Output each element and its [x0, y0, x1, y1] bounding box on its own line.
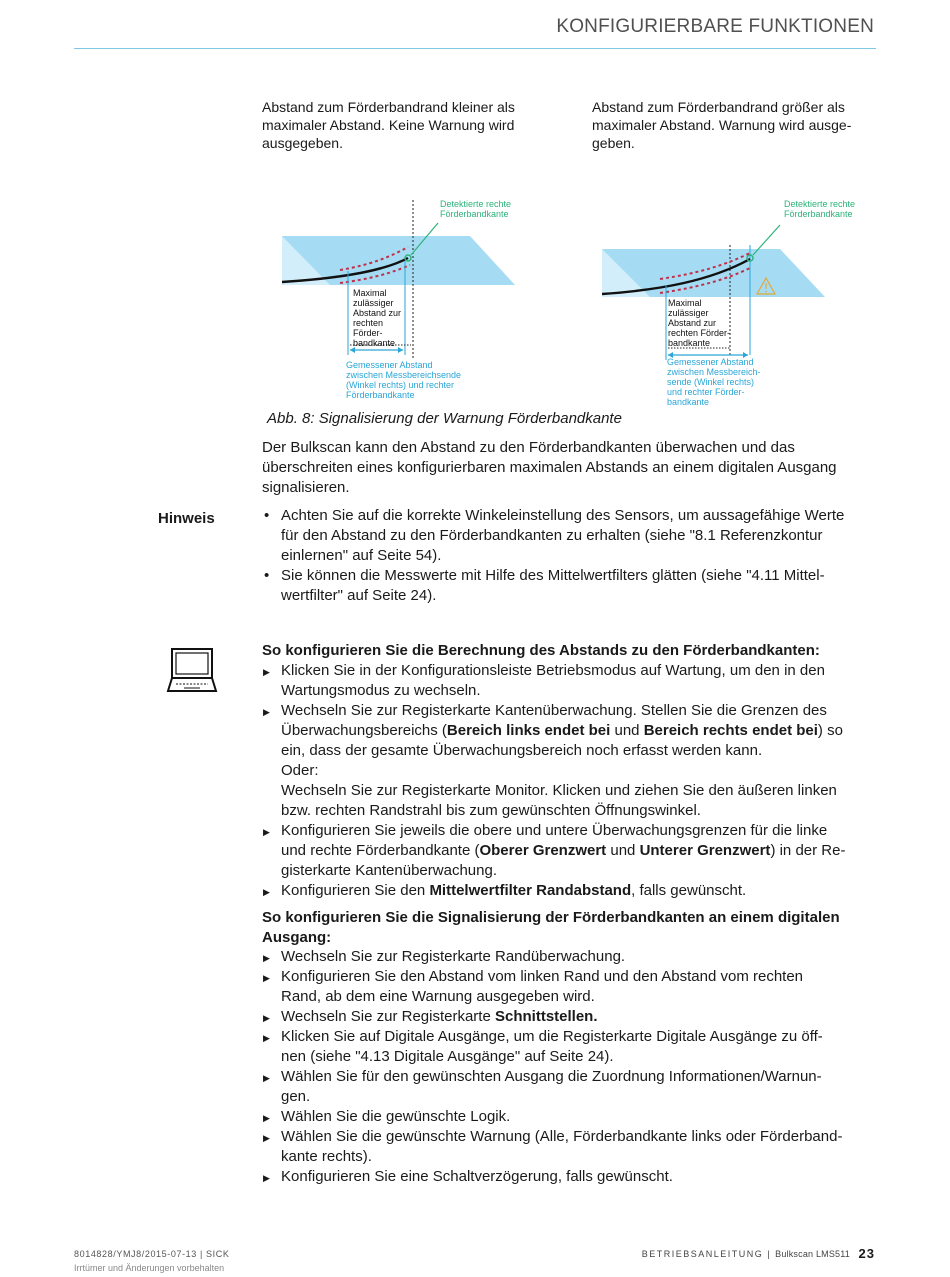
list-item: ▶ Wählen Sie für den gewünschten Ausgang die Zuordnung Informationen/Warnun- gen. [262, 1067, 882, 1107]
list-item: ▶ Klicken Sie in der Konfigurationsleiste Betriebsmodus auf Wartung, um den in den Wartungsmodus zu wechseln. [262, 661, 882, 701]
left-measured-distance-label: Gemessener Abstand zwischen Messbereichsende (Winkel rechts) und rechter Förderbandkante [346, 360, 462, 400]
header-divider [74, 48, 876, 49]
figure-right-description: Abstand zum Förderbandrand größer als maximaler Abstand. Warnung wird ausge- geben. [592, 99, 852, 151]
right-measured-distance-label: Gemessener Abstand zwischen Messbereich- sende (Winkel rechts) und rechter Förder- bandkante [667, 357, 761, 407]
footer-manual-title: BETRIEBSANLEITUNG | Bulkscan LMS511 [641, 1249, 850, 1259]
list-item: ▶ Wechseln Sie zur Registerkarte Schnittstellen. [262, 1007, 882, 1027]
list-item: ▶ Klicken Sie auf Digitale Ausgänge, um die Registerkarte Digitale Ausgänge zu öff- nen (siehe "4.13 Digitale Ausgänge" auf Seite 24). [262, 1027, 882, 1067]
section1-steps [262, 661, 882, 901]
list-item: • Sie können die Messwerte mit Hilfe des Mittelwertfilters glätten (siehe "4.11 Mittel- wertfilter" auf Seite 24). [262, 566, 882, 606]
section1-heading: So konfigurieren Sie die Berechnung des Abstands zu den Förderbandkanten: [262, 642, 820, 659]
note-list [262, 506, 882, 606]
computer-icon [166, 647, 218, 695]
list-item: • Achten Sie auf die korrekte Winkeleinstellung des Sensors, um aussagefähige Werte für den Abstand zu den Förderbandkanten zu erhalten (siehe "8.1 Referenzkontur einlernen" auf Seite 54). [262, 506, 882, 566]
list-item: ▶ Konfigurieren Sie den Mittelwertfilter Randabstand, falls gewünscht. [262, 881, 882, 901]
page-header-title: KONFIGURIERBARE FUNKTIONEN [556, 16, 874, 37]
left-detected-edge-label: Detektierte rechte Förderbandkante [440, 199, 512, 219]
list-item: ▶ Wechseln Sie zur Registerkarte Kantenüberwachung. Stellen Sie die Grenzen des Überwachungsbereichs (Bereich links endet bei und Bereich rechts endet bei) so ein, dass der gesamte Überwachungsbereich noch erfasst werden kann. Oder: Wechseln Sie zur Registerkarte Monitor. Klicken und ziehen Sie den äußeren linken bzw. rechten Randstrahl bis zum gewünschten Öffnungswinkel. [262, 701, 882, 821]
footer-doc-id: 8014828/YMJ8/2015-07-13 | SICK [74, 1249, 230, 1259]
figure-caption: Abb. 8: Signalisierung der Warnung Förderbandkante [267, 410, 622, 427]
list-item: ▶ Wählen Sie die gewünschte Warnung (Alle, Förderbandkante links oder Förderband- kante rechts). [262, 1127, 882, 1167]
section2-heading: So konfigurieren Sie die Signalisierung der Förderbandkanten an einem digitalen Ausgang: [262, 909, 840, 946]
footer-disclaimer: Irrtümer und Änderungen vorbehalten [74, 1263, 225, 1273]
left-max-distance-label: Maximal zulässiger Abstand zur rechten Förder- bandkante [353, 288, 402, 348]
note-label: Hinweis [158, 510, 215, 527]
list-item: ▶ Konfigurieren Sie eine Schaltverzögerung, falls gewünscht. [262, 1167, 882, 1187]
intro-paragraph: Der Bulkscan kann den Abstand zu den Förderbandkanten überwachen und das überschreiten eines konfigurierbaren maximalen Abstands an einem digitalen Ausgang signalisieren. [262, 439, 837, 496]
list-item: ▶ Konfigurieren Sie jeweils die obere und untere Überwachungsgrenzen für die linke und rechte Förderbandkante (Oberer Grenzwert und Unterer Grenzwert) in der Re- gisterkarte Kantenüberwachung. [262, 821, 882, 881]
list-item: ▶ Wählen Sie die gewünschte Logik. [262, 1107, 882, 1127]
right-max-distance-label: Maximal zulässiger Abstand zur rechten Förder- bandkante [668, 298, 731, 348]
list-item: ▶ Wechseln Sie zur Registerkarte Randüberwachung. [262, 947, 882, 967]
figure-left-description: Abstand zum Förderbandrand kleiner als maximaler Abstand. Keine Warnung wird ausgegeben. [262, 99, 515, 151]
page-number: 23 [858, 1246, 875, 1261]
right-detected-edge-label: Detektierte rechte Förderbandkante [784, 199, 856, 219]
section2-steps [262, 947, 882, 1187]
list-item: ▶ Konfigurieren Sie den Abstand vom linken Rand und den Abstand vom rechten Rand, ab dem eine Warnung ausgegeben wird. [262, 967, 882, 1007]
